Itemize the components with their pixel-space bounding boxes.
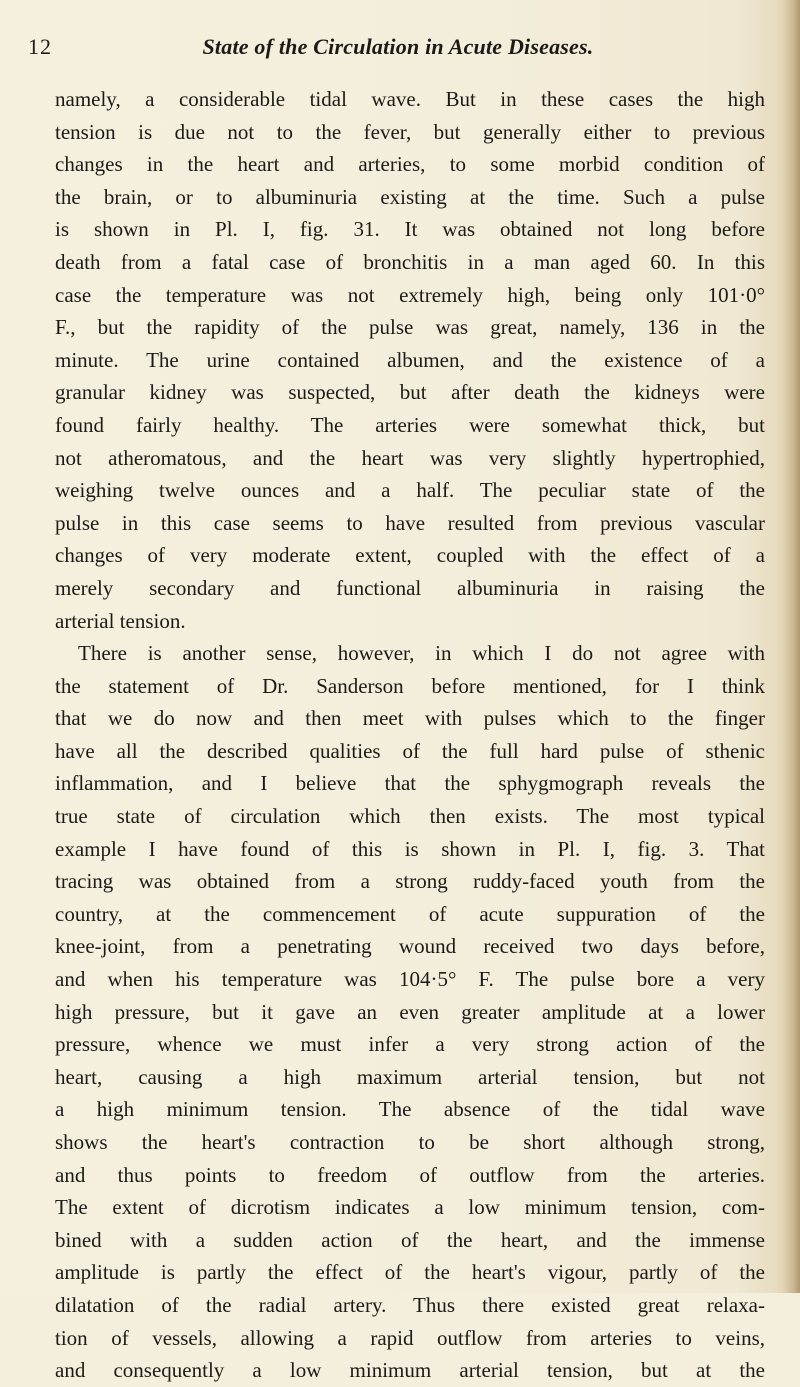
text-line: the statement of Dr. Sanderson before mentioned, for I think: [55, 673, 765, 698]
text-line: tracing was obtained from a strong ruddy-faced youth from the: [55, 869, 765, 894]
text-line: example I have found of this is shown in Pl. I, fig. 3. That: [55, 836, 765, 861]
text-line: F., but the rapidity of the pulse was great, namely, 136 in the: [55, 315, 765, 340]
text-line: case the temperature was not extremely high, being only 101·0°: [55, 282, 765, 307]
text-line: high pressure, but it gave an even greater amplitude at a lower: [55, 999, 765, 1024]
text-line: minute. The urine contained albumen, and the existence of a: [55, 347, 765, 372]
text-line: and when his temperature was 104·5° F. The pulse bore a very: [55, 967, 765, 992]
text-line: true state of circulation which then exists. The most typical: [55, 804, 765, 829]
text-line: bined with a sudden action of the heart, and the immense: [55, 1227, 765, 1252]
text-line: heart, causing a high maximum arterial tension, but not: [55, 1064, 765, 1089]
body-text: [55, 83, 765, 1387]
text-line: country, at the commencement of acute suppuration of the: [55, 901, 765, 926]
text-line: changes in the heart and arteries, to some morbid condition of: [55, 152, 765, 177]
text-line: changes of very moderate extent, coupled with the effect of a: [55, 543, 765, 568]
text-line: and consequently a low minimum arterial tension, but at the: [55, 1358, 765, 1383]
text-line: tension is due not to the fever, but generally either to previous: [55, 119, 765, 144]
text-line: not atheromatous, and the heart was very slightly hypertrophied,: [55, 445, 765, 470]
text-line: inflammation, and I believe that the sphygmograph reveals the: [55, 771, 765, 796]
page-number: 12: [28, 34, 52, 59]
text-line: pressure, whence we must infer a very strong action of the: [55, 1032, 765, 1057]
text-line: pulse in this case seems to have resulted from previous vascular: [55, 510, 765, 535]
text-line: have all the described qualities of the full hard pulse of sthenic: [55, 738, 765, 763]
text-line: merely secondary and functional albuminuria in raising the: [55, 575, 765, 600]
text-line: weighing twelve ounces and a half. The peculiar state of the: [55, 478, 765, 503]
text-line: and thus points to freedom of outflow from the arteries.: [55, 1162, 765, 1187]
text-line: shows the heart's contraction to be short although strong,: [55, 1130, 765, 1154]
page-edge-shadow: [782, 0, 800, 1293]
text-line: granular kidney was suspected, but after death the kidneys were: [55, 380, 765, 405]
text-line: dilatation of the radial artery. Thus there existed great relaxa-: [55, 1292, 765, 1317]
text-line: The extent of dicrotism indicates a low minimum tension, com-: [55, 1195, 765, 1220]
text-line: namely, a considerable tidal wave. But in these cases the high: [55, 87, 765, 111]
text-line: is shown in Pl. I, fig. 31. It was obtained not long before: [55, 217, 765, 242]
text-line: found fairly healthy. The arteries were somewhat thick, but: [55, 412, 765, 437]
text-line: the brain, or to albuminuria existing at the time. Such a pulse: [55, 184, 765, 209]
text-line: amplitude is partly the effect of the heart's vigour, partly of the: [55, 1260, 765, 1285]
running-title: State of the Circulation in Acute Diseases.: [202, 34, 594, 59]
paragraph-start-line: There is another sense, however, in which I do not agree with: [78, 641, 765, 666]
text-line: death from a fatal case of bronchitis in a man aged 60. In this: [55, 249, 765, 274]
text-line: that we do now and then meet with pulses which to the finger: [55, 706, 765, 731]
paragraph-end-line: arterial tension.: [55, 608, 186, 633]
text-line: knee-joint, from a penetrating wound received two days before,: [55, 934, 765, 959]
page-header: [28, 34, 768, 64]
text-line: a high minimum tension. The absence of the tidal wave: [55, 1097, 765, 1122]
text-line: tion of vessels, allowing a rapid outflow from arteries to veins,: [55, 1325, 765, 1350]
